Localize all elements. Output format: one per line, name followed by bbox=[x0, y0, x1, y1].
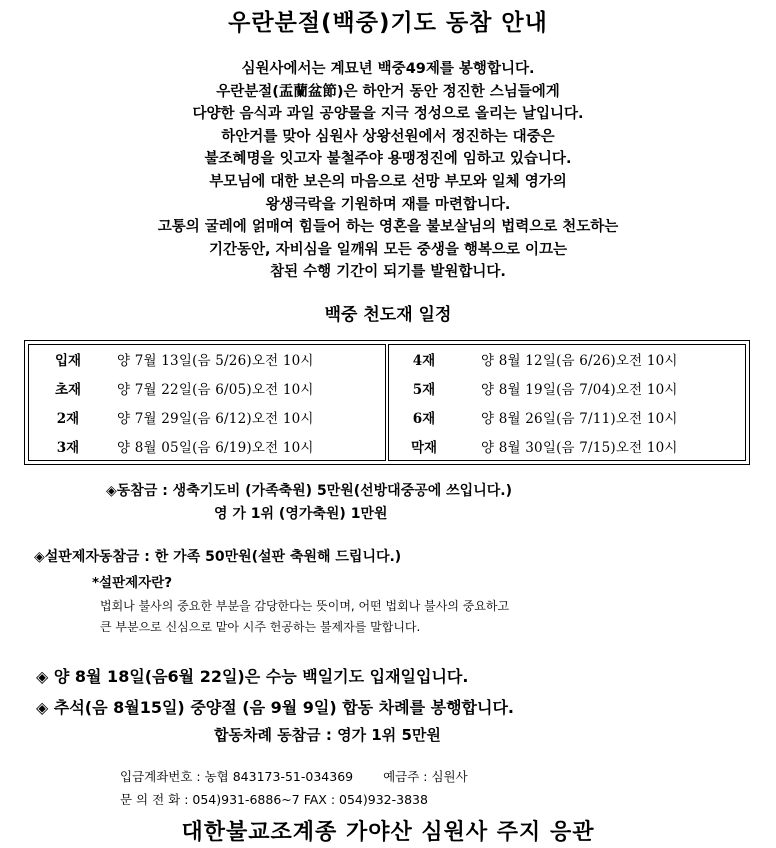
ceremony-label: 초재 bbox=[54, 382, 82, 398]
page-title: 우란분절(백중)기도 동참 안내 bbox=[228, 10, 548, 36]
schedule-row bbox=[29, 378, 385, 406]
ceremony-label: 6재 bbox=[412, 411, 436, 427]
intro-line: 하안거를 맞아 심원사 상왕선원에서 정진하는 대중은 bbox=[221, 128, 555, 145]
joint-ritual-fee: 합동차례 동참금 : 영가 1위 5만원 bbox=[214, 726, 441, 744]
account-number: 입금계좌번호 : 농협 843173-51-034369 bbox=[120, 769, 354, 784]
schedule-table bbox=[24, 340, 750, 465]
schedule-row bbox=[389, 349, 745, 377]
seolpan-desc-line: 법회나 불사의 중요한 부분을 감당한다는 뜻이며, 어떤 법회나 불사의 중요하고 bbox=[100, 599, 510, 613]
schedule-right-column bbox=[388, 344, 746, 461]
bank-account bbox=[120, 767, 468, 785]
ceremony-date: 양 8월 26일(음 7/11)오전 10시 bbox=[481, 411, 678, 427]
seolpan-question: *설판제자란? bbox=[92, 575, 173, 591]
ceremony-label: 4재 bbox=[412, 353, 436, 369]
account-holder: 예금주 : 심원사 bbox=[383, 769, 468, 784]
ceremony-label: 막재 bbox=[410, 440, 438, 456]
schedule-row bbox=[389, 436, 745, 464]
ceremony-date: 양 8월 19일(음 7/04)오전 10시 bbox=[481, 382, 678, 398]
intro-line: 심원사에서는 계묘년 백중49제를 봉행합니다. bbox=[241, 61, 535, 77]
ceremony-label: 3재 bbox=[56, 440, 80, 456]
intro-line: 부모님에 대한 보은의 마음으로 선망 부모와 일체 영가의 bbox=[209, 173, 567, 190]
offering-fee-line: ◈동참금 : 생축기도비 (가족축원) 5만원(선방대중공에 쓰입니다.) bbox=[106, 483, 512, 499]
ceremony-date: 양 8월 12일(음 6/26)오전 10시 bbox=[481, 353, 678, 369]
intro-line: 불조혜명을 잇고자 불철주야 용맹정진에 임하고 있습니다. bbox=[204, 151, 572, 168]
suneung-prayer-notice: ◈ 양 8월 18일(음6월 22일)은 수능 백일기도 입재일입니다. bbox=[36, 667, 469, 686]
intro-line: 다양한 음식과 과일 공양물을 지극 정성으로 올리는 날입니다. bbox=[192, 106, 584, 123]
intro-text bbox=[0, 58, 776, 284]
schedule-row bbox=[29, 349, 385, 377]
intro-line: 고통의 굴레에 얽매여 힘들어 하는 영혼을 불보살님의 법력으로 천도하는 bbox=[157, 219, 619, 236]
seolpan-desc-line: 큰 부분으로 신심으로 맡아 시주 헌공하는 불제자를 말합니다. bbox=[100, 620, 421, 634]
seolpan-description bbox=[100, 596, 509, 638]
schedule-row bbox=[389, 407, 745, 435]
schedule-left-column bbox=[28, 344, 386, 461]
chuseok-ritual-notice: ◈ 추석(음 8월15일) 중양절 (음 9월 9일) 합동 차례를 봉행합니다. bbox=[36, 698, 515, 717]
seolpan-heading: ◈설판제자동참금 : 한 가족 50만원(설판 축원해 드립니다.) bbox=[34, 549, 402, 565]
ceremony-date: 양 7월 29일(음 6/12)오전 10시 bbox=[117, 411, 314, 427]
intro-line: 기간동안, 자비심을 일깨워 모든 중생을 행복으로 이끄는 bbox=[209, 241, 567, 258]
schedule-row bbox=[389, 378, 745, 406]
ceremony-date: 양 7월 13일(음 5/26)오전 10시 bbox=[117, 353, 314, 369]
ceremony-label: 5재 bbox=[412, 382, 436, 398]
schedule-row bbox=[29, 407, 385, 435]
intro-line: 왕생극락을 기원하며 재를 마련합니다. bbox=[265, 196, 511, 213]
spirit-fee-line: 영 가 1위 (영가축원) 1만원 bbox=[214, 506, 388, 522]
ceremony-date: 양 7월 22일(음 6/05)오전 10시 bbox=[117, 382, 314, 398]
ceremony-label: 입재 bbox=[54, 353, 82, 369]
intro-line: 우란분절(盂蘭盆節)은 하안거 동안 정진한 스님들에게 bbox=[216, 83, 560, 100]
temple-signature: 대한불교조계종 가야산 심원사 주지 응관 bbox=[181, 820, 595, 845]
ceremony-label: 2재 bbox=[56, 411, 80, 427]
intro-line: 참된 수행 기간이 되기를 발원합니다. bbox=[270, 264, 506, 281]
schedule-title: 백중 천도재 일정 bbox=[324, 305, 452, 325]
schedule-row bbox=[29, 436, 385, 464]
ceremony-date: 양 8월 30일(음 7/15)오전 10시 bbox=[481, 440, 678, 456]
contact-phone: 문 의 전 화 : 054)931-6886~7 FAX : 054)932-3838 bbox=[120, 792, 428, 807]
ceremony-date: 양 8월 05일(음 6/19)오전 10시 bbox=[117, 440, 314, 456]
